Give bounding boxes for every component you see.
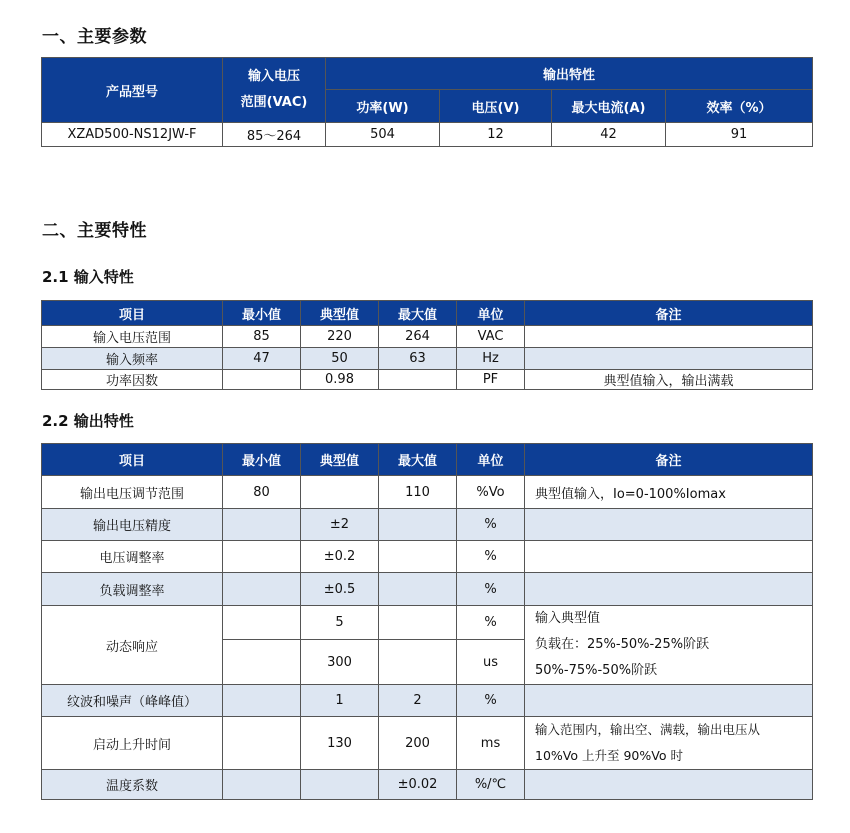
note-line: 50%-75%-50%阶跃 [535, 663, 658, 678]
cell-typ [301, 476, 379, 509]
cell-unit: ms [457, 717, 525, 770]
cell-min [223, 541, 301, 573]
cell-min [223, 640, 301, 685]
cell-item: 负载调整率 [42, 573, 223, 606]
header-item: 项目 [42, 444, 223, 476]
cell-unit: VAC [457, 326, 525, 348]
cell-max: 200 [379, 717, 457, 770]
header-max-current: 最大电流(A) [552, 90, 666, 123]
header-item: 项目 [42, 301, 223, 326]
header-unit: 单位 [457, 444, 525, 476]
note-line: 负载在：25%-50%-25%阶跃 [535, 637, 710, 652]
cell-note [525, 770, 813, 800]
cell-unit: %/℃ [457, 770, 525, 800]
header-power: 功率(W) [326, 90, 440, 123]
cell-voltage: 12 [440, 123, 552, 147]
cell-max [379, 640, 457, 685]
header-typ: 典型值 [301, 301, 379, 326]
cell-note [525, 541, 813, 573]
table-row [42, 541, 813, 573]
cell-typ: 1 [301, 685, 379, 717]
header-max: 最大值 [379, 444, 457, 476]
main-params-table [41, 57, 813, 147]
cell-min: 85 [223, 326, 301, 348]
cell-max [379, 509, 457, 541]
cell-typ: 300 [301, 640, 379, 685]
cell-item: 温度系数 [42, 770, 223, 800]
cell-item: 输出电压精度 [42, 509, 223, 541]
cell-item: 动态响应 [42, 606, 223, 685]
cell-unit: us [457, 640, 525, 685]
header-output-group: 输出特性 [326, 58, 813, 90]
cell-note [525, 606, 813, 685]
cell-typ: 220 [301, 326, 379, 348]
cell-model: XZAD500-NS12JW-F [42, 123, 223, 147]
header-min: 最小值 [223, 301, 301, 326]
table-row [42, 370, 813, 390]
header-max: 最大值 [379, 301, 457, 326]
cell-min [223, 770, 301, 800]
header-input-voltage-line2: 范围(VAC) [240, 95, 308, 110]
table-row [42, 326, 813, 348]
cell-max-current: 42 [552, 123, 666, 147]
cell-min [223, 717, 301, 770]
cell-input-range: 85～264 [223, 123, 326, 147]
cell-typ: 0.98 [301, 370, 379, 390]
cell-max: 63 [379, 348, 457, 370]
cell-item: 电压调整率 [42, 541, 223, 573]
table-row [42, 685, 813, 717]
cell-unit: PF [457, 370, 525, 390]
table-row [42, 573, 813, 606]
header-model: 产品型号 [42, 58, 223, 123]
table-row [42, 509, 813, 541]
cell-min: 80 [223, 476, 301, 509]
cell-note [525, 326, 813, 348]
cell-note [525, 573, 813, 606]
cell-max: 2 [379, 685, 457, 717]
cell-note [525, 509, 813, 541]
header-min: 最小值 [223, 444, 301, 476]
cell-note [525, 348, 813, 370]
cell-max [379, 573, 457, 606]
cell-note [525, 685, 813, 717]
cell-max: 110 [379, 476, 457, 509]
cell-power: 504 [326, 123, 440, 147]
header-unit: 单位 [457, 301, 525, 326]
cell-item: 功率因数 [42, 370, 223, 390]
cell-unit: % [457, 541, 525, 573]
cell-max [379, 541, 457, 573]
cell-max [379, 370, 457, 390]
note-line: 10%Vo 上升至 90%Vo 时 [535, 748, 683, 763]
cell-unit: % [457, 509, 525, 541]
table-row [42, 717, 813, 770]
cell-min [223, 606, 301, 640]
cell-note [525, 717, 813, 770]
cell-item: 输入频率 [42, 348, 223, 370]
cell-min [223, 370, 301, 390]
cell-min [223, 573, 301, 606]
cell-min [223, 685, 301, 717]
cell-unit: % [457, 606, 525, 640]
header-note: 备注 [525, 444, 813, 476]
output-char-table [41, 443, 813, 800]
cell-typ: 5 [301, 606, 379, 640]
cell-unit: Hz [457, 348, 525, 370]
cell-max: 264 [379, 326, 457, 348]
cell-typ: ±0.5 [301, 573, 379, 606]
cell-typ: 130 [301, 717, 379, 770]
cell-max: ±0.02 [379, 770, 457, 800]
cell-note: 典型值输入，输出满载 [525, 370, 813, 390]
header-note: 备注 [525, 301, 813, 326]
header-typ: 典型值 [301, 444, 379, 476]
table-row [42, 606, 813, 640]
note-line: 输入范围内，输出空、满载，输出电压从 [535, 722, 761, 737]
section-title-main-features: 二、主要特性 [42, 221, 147, 241]
cell-max [379, 606, 457, 640]
cell-item: 输入电压范围 [42, 326, 223, 348]
cell-item: 启动上升时间 [42, 717, 223, 770]
cell-note: 典型值输入，Io=0-100%Iomax [525, 476, 813, 509]
header-efficiency: 效率（%） [666, 90, 813, 123]
cell-item: 纹波和噪声（峰峰值） [42, 685, 223, 717]
cell-unit: % [457, 685, 525, 717]
cell-item: 输出电压调节范围 [42, 476, 223, 509]
table-row [42, 476, 813, 509]
subsection-title-output: 2.2 输出特性 [42, 412, 134, 430]
header-input-voltage-line1: 输入电压 [247, 69, 300, 84]
note-line: 输入典型值 [535, 611, 601, 626]
input-char-table [41, 300, 813, 390]
cell-min [223, 509, 301, 541]
cell-typ: ±0.2 [301, 541, 379, 573]
table-row [42, 348, 813, 370]
cell-unit: % [457, 573, 525, 606]
cell-typ [301, 770, 379, 800]
header-voltage: 电压(V) [440, 90, 552, 123]
table-row [42, 770, 813, 800]
cell-typ: ±2 [301, 509, 379, 541]
header-input-voltage [223, 58, 326, 123]
section-title-main-params: 一、主要参数 [42, 27, 147, 47]
subsection-title-input: 2.1 输入特性 [42, 268, 134, 286]
cell-unit: %Vo [457, 476, 525, 509]
cell-efficiency: 91 [666, 123, 813, 147]
cell-typ: 50 [301, 348, 379, 370]
cell-min: 47 [223, 348, 301, 370]
